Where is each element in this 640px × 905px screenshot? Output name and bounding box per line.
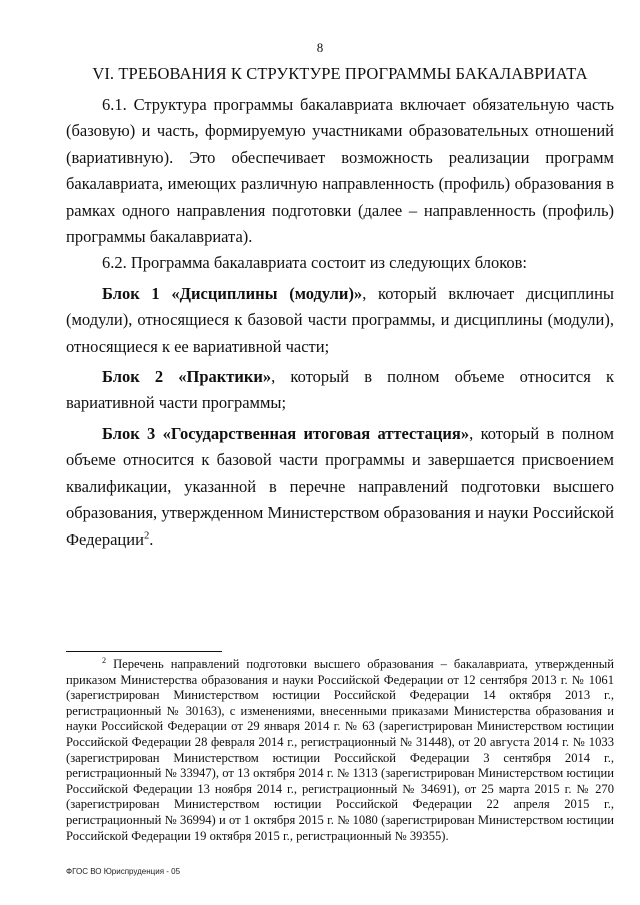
block-2-item [66,364,614,417]
block-2-text: , который в полном объеме относится к вариативной части программы; [66,367,614,413]
block-3-name: Блок 3 «Государственная итоговая аттестация» [102,423,470,443]
block-3-text: , который в полном объеме относится к базовой части программы и завершается присвоением квалификации, указанной в перечне направлений подготовки высшего образования, утвержденном Министерством образования и науки Российской Федерации [66,423,615,549]
block-3-item [66,421,614,553]
footnote [66,657,614,844]
footnote-marker: 2 [102,655,107,665]
footnote-divider [66,651,222,652]
footnote-text: Перечень направлений подготовки высшего образования – бакалавриата, утвержденный приказом Министерства образования и науки Российской Федерации от 12 сентября 2013 г. № 1061 (зарегистрирован Министерством юстиции Российской Федерации 14 октября 2013 г., регистрационный № 30163), с изменениями, внесенными приказами Министерства образования и науки Российской Федерации от 29 января 2014 г. № 63 (зарегистрирован Министерством юстиции Российской Федерации 28 февраля 2014 г., регистрационный № 31448), от 20 августа 2014 г. № 1033 (зарегистрирован Министерством юстиции Российской Федерации 3 сентября 2014 г., регистрационный № 33947), от 13 октября 2014 г. № 1313 (зарегистрирован Министерством юстиции Российской Федерации 13 ноября 2014 г., регистрационный № 34691), от 25 марта 2015 г. № 270 (зарегистрирован Министерством юстиции Российской Федерации 22 апреля 2015 г., регистрационный № 36994) и от 1 октября 2015 г. № 1080 (зарегистрирован Министерством юстиции Российской Федерации 19 октября 2015 г., регистрационный № 39355). [66,657,614,843]
block-3-end: . [149,529,154,549]
block-1-text: , который включает дисциплины (модули), относящиеся к базовой части программы, и дисциплины (модули), относящиеся к ее вариативной части; [66,283,614,356]
document-body [66,92,614,553]
block-2-name: Блок 2 «Практики» [102,367,272,387]
page-number: 8 [316,40,324,55]
paragraph-6-1: 6.1. Структура программы бакалавриата включает обязательную часть (базовую) и часть, формируемую участниками образовательных отношений (вариативную). Это обеспечивает возможность реализации программ бакалавриата, имеющих различную направленность (профиль) образования в рамках одного направления подготовки (далее – направленность (профиль) программы бакалавриата). [66,95,614,247]
paragraph-6-2: 6.2. Программа бакалавриата состоит из следующих блоков: [102,253,527,273]
footnote-reference[interactable]: 2 [143,529,150,541]
block-1-name: Блок 1 «Дисциплины (модули)» [102,283,363,303]
footnote-paragraph [66,657,614,844]
footer-label: ФГОС ВО Юриспруденция - 05 [66,867,181,876]
section-title: VI. ТРЕБОВАНИЯ К СТРУКТУРЕ ПРОГРАММЫ БАКАЛАВРИАТА [92,64,588,83]
block-1-item [66,281,614,360]
